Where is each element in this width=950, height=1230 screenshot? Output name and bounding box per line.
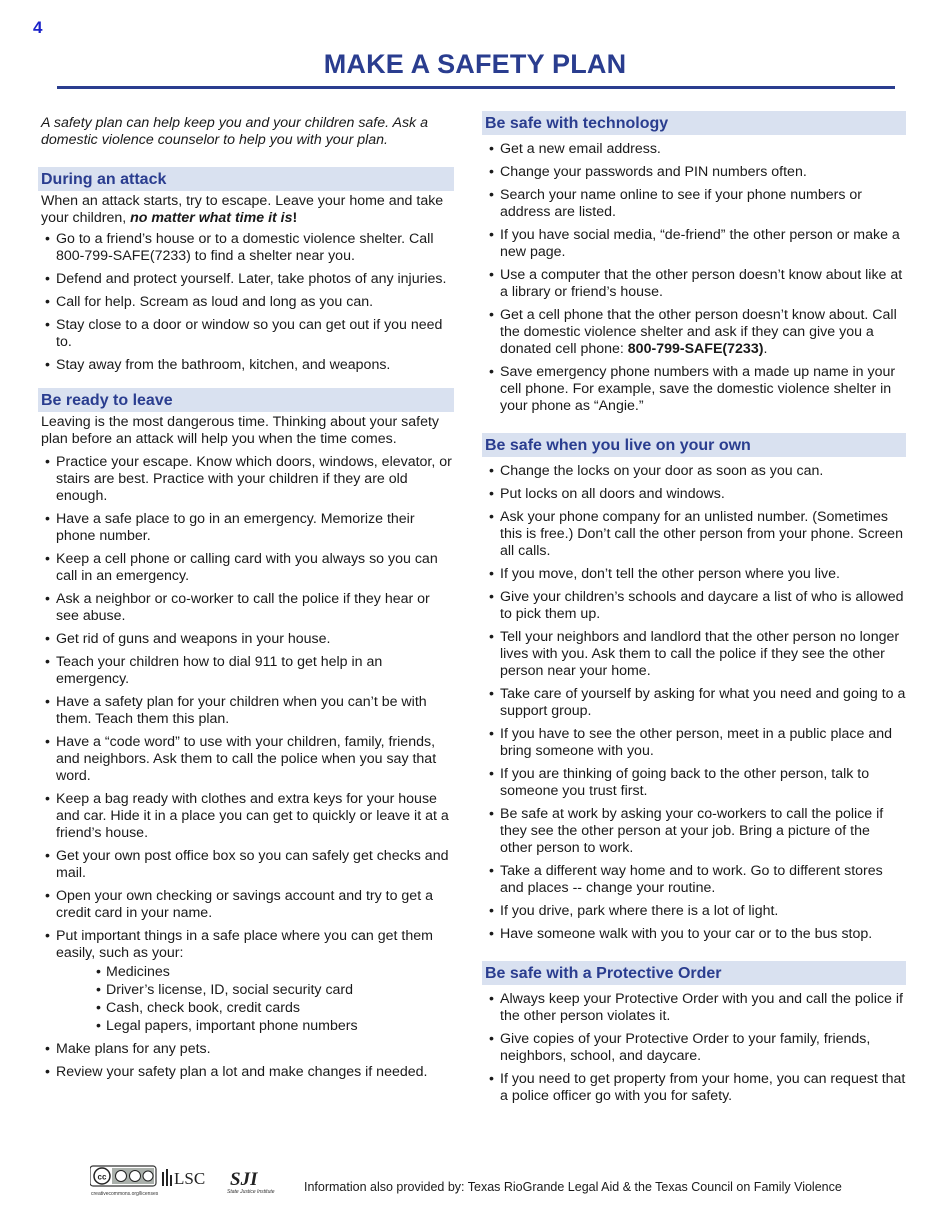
svg-text:LSC: LSC [174, 1169, 206, 1188]
list-item: • Review your safety plan a lot and make changes if needed. [38, 1064, 454, 1081]
intro-text: A safety plan can help keep you and your children safe. Ask a domestic violence counselor to help you with your plan. [41, 115, 428, 148]
list-item: • If you have to see the other person, meet in a public place and bring someone with you. [482, 726, 906, 760]
list-item: • Have someone walk with you to your car or to the bus stop. [482, 926, 906, 943]
bullet-list [38, 231, 454, 374]
section-protective-order [482, 961, 906, 1105]
list-item: • Save emergency phone numbers with a made up name in your cell phone. For example, save the domestic violence shelter in your phone as “Angie.” [482, 364, 906, 415]
list-item: • Open your own checking or savings account and try to get a credit card in your name. [38, 888, 454, 922]
bullet-list [482, 141, 906, 415]
list-item: • Keep a cell phone or calling card with you always so you can call in an emergency. [38, 551, 454, 585]
page-title: MAKE A SAFETY PLAN [323, 49, 627, 79]
page-number: 4 [33, 18, 43, 37]
bullet-list [482, 991, 906, 1105]
section-heading: Be safe with a Protective Order [482, 961, 906, 985]
section-ready-to-leave [38, 388, 454, 1081]
list-item: • Ask your phone company for an unlisted number. (Sometimes this is free.) Don’t call the other person from your phone. Screen all calls. [482, 509, 906, 560]
section-on-your-own [482, 433, 906, 943]
list-item: • Stay away from the bathroom, kitchen, and weapons. [38, 357, 454, 374]
section-intro: Leaving is the most dangerous time. Thinking about your safety plan before an attack will help you when the time comes. [41, 414, 440, 447]
list-item: • Practice your escape. Know which doors, windows, elevator, or stairs are best. Practice with your children if they are old enough. [38, 454, 454, 505]
sub-list-item: • Driver’s license, ID, social security card [96, 982, 454, 999]
sub-list-item: • Cash, check book, credit cards [96, 1000, 454, 1017]
list-item: • Use a computer that the other person doesn’t know about like at a library or friend’s house. [482, 267, 906, 301]
sub-list [96, 964, 454, 1035]
list-item: • Have a safe place to go in an emergency. Memorize their phone number. [38, 511, 454, 545]
section-technology [482, 111, 906, 415]
list-item: • If you are thinking of going back to the other person, talk to someone you trust first. [482, 766, 906, 800]
svg-text:SJI: SJI [230, 1169, 258, 1190]
list-item: • Always keep your Protective Order with you and call the police if the other person violates it. [482, 991, 906, 1025]
list-item: • Call for help. Scream as loud and long as you can. [38, 294, 454, 311]
list-item: • Have a “code word” to use with your children, family, friends, and neighbors. Ask them to call the police when you say that word. [38, 734, 454, 785]
section-heading: Be ready to leave [38, 388, 454, 412]
list-item: • Teach your children how to dial 911 to get help in an emergency. [38, 654, 454, 688]
bullet-list [38, 454, 454, 1081]
list-item: • Make plans for any pets. [38, 1041, 454, 1058]
list-item: • Defend and protect yourself. Later, take photos of any injuries. [38, 271, 454, 288]
list-item: • Put important things in a safe place where you can get them easily, such as your: • Medicines • Driver’s license, ID, social security card • Cash, check book, credit cards • Legal papers, important phone numbers [38, 928, 454, 1035]
title-divider [57, 86, 895, 89]
list-item: • Put locks on all doors and windows. [482, 486, 906, 503]
list-item: • Get a new email address. [482, 141, 906, 158]
sub-list-item: • Medicines [96, 964, 454, 981]
list-item: • Have a safety plan for your children when you can’t be with them. Teach them this plan. [38, 694, 454, 728]
list-item: • If you move, don’t tell the other person where you live. [482, 566, 906, 583]
sji-logo [227, 1169, 275, 1195]
section-heading: Be safe with technology [482, 111, 906, 135]
section-heading: During an attack [38, 167, 454, 191]
list-item: • Get your own post office box so you can safely get checks and mail. [38, 848, 454, 882]
list-item: • Change your passwords and PIN numbers often. [482, 164, 906, 181]
svg-text:creativecommons.org/licenses: creativecommons.org/licenses [91, 1191, 159, 1196]
list-item: • Tell your neighbors and landlord that the other person no longer lives with you. Ask them to call the police if they see the other person near your home. [482, 629, 906, 680]
list-item: • If you have social media, “de-friend” the other person or make a new page. [482, 227, 906, 261]
list-item: • Change the locks on your door as soon as you can. [482, 463, 906, 480]
list-item: • Give your children’s schools and daycare a list of who is allowed to pick them up. [482, 589, 906, 623]
creative-commons-logo [90, 1166, 159, 1196]
list-item: • Get rid of guns and weapons in your house. [38, 631, 454, 648]
list-item: • Stay close to a door or window so you can get out if you need to. [38, 317, 454, 351]
list-item: • Be safe at work by asking your co-workers to call the police if they see the other person at your job. Bring a picture of the other person to work. [482, 806, 906, 857]
right-column [482, 110, 906, 1111]
footer-credit: Information also provided by: Texas RioGrande Legal Aid & the Texas Council on Family Violence [304, 1180, 842, 1194]
list-item: • If you need to get property from your home, you can request that a police officer go with you for safety. [482, 1071, 906, 1105]
list-item: • Ask a neighbor or co-worker to call the police if they hear or see abuse. [38, 591, 454, 625]
list-item: • If you drive, park where there is a lot of light. [482, 903, 906, 920]
list-item: • Take care of yourself by asking for what you need and going to a support group. [482, 686, 906, 720]
lsc-logo [162, 1169, 205, 1188]
list-item: • Take a different way home and to work. Go to different stores and places -- change your routine. [482, 863, 906, 897]
list-item: • Search your name online to see if your phone numbers or address are listed. [482, 187, 906, 221]
bullet-list [482, 463, 906, 943]
svg-text:cc: cc [97, 1172, 107, 1182]
list-item: • Keep a bag ready with clothes and extra keys for your house and car. Hide it in a place you can get to quickly or leave it at a friend’s house. [38, 791, 454, 842]
list-item: • Give copies of your Protective Order to your family, friends, neighbors, school, and daycare. [482, 1031, 906, 1065]
svg-text:State Justice Institute: State Justice Institute [227, 1189, 275, 1195]
section-during-attack [38, 167, 454, 374]
left-column [38, 110, 454, 1087]
section-intro: When an attack starts, try to escape. Leave your home and take your children, no matter what time it is! [41, 193, 444, 226]
list-item: • Go to a friend’s house or to a domestic violence shelter. Call 800-799-SAFE(7233) to find a shelter near you. [38, 231, 454, 265]
sponsor-logos [90, 1164, 290, 1196]
sub-list-item: • Legal papers, important phone numbers [96, 1018, 454, 1035]
footer [0, 1160, 950, 1200]
list-item: • Get a cell phone that the other person doesn’t know about. Call the domestic violence shelter and ask if they can give you a donated cell phone: 800-799-SAFE(7233). [482, 307, 906, 358]
section-heading: Be safe when you live on your own [482, 433, 906, 457]
